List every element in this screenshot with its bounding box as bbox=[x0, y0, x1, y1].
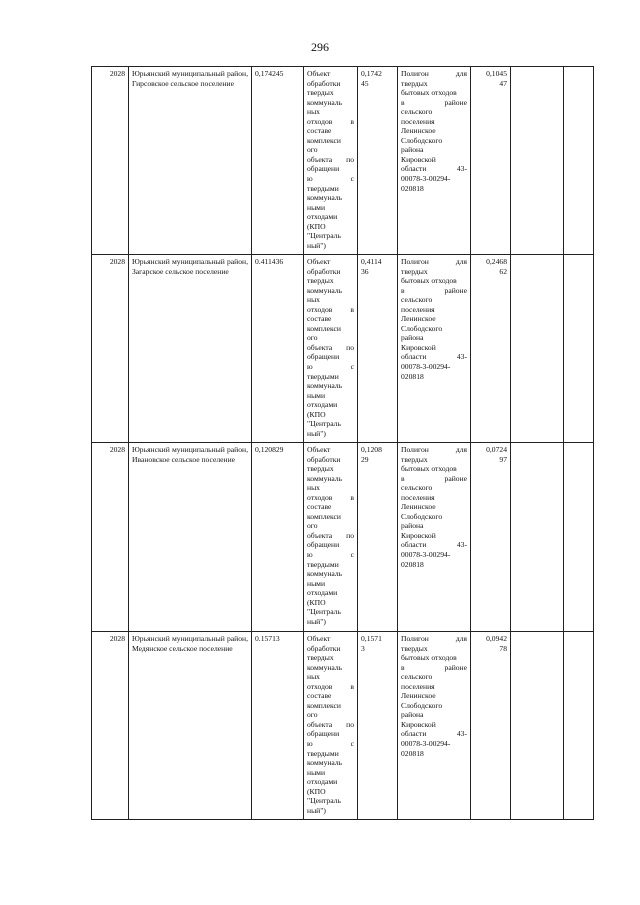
page-number: 296 bbox=[311, 40, 329, 54]
cell-line: составе bbox=[307, 502, 332, 512]
year-cell: 2028 bbox=[92, 255, 129, 443]
cell-line: 45 bbox=[361, 78, 369, 88]
cell-line: бытовых отходов bbox=[401, 653, 457, 663]
cell-line: (КПО bbox=[307, 221, 326, 231]
disposed-mass-cell bbox=[471, 67, 511, 255]
cell-line: "Централь bbox=[307, 607, 341, 617]
facility-cell bbox=[304, 632, 358, 820]
cell-line: ого bbox=[307, 333, 318, 343]
empty-cell bbox=[564, 67, 594, 255]
cell-line: (КПО bbox=[307, 597, 326, 607]
cell-line: ого bbox=[307, 710, 318, 720]
cell-line: 0,0942 bbox=[486, 634, 507, 643]
cell-line: Кировской bbox=[401, 719, 436, 729]
cell-line: коммуналь bbox=[307, 193, 343, 203]
cell-line: твердыми bbox=[307, 371, 339, 381]
cell-line: обработки bbox=[307, 78, 341, 88]
cell-line: Ленинское bbox=[401, 126, 436, 136]
cell-line: ный") bbox=[307, 240, 326, 250]
cell-line: Объект bbox=[307, 634, 331, 643]
cell-line: 020818 bbox=[401, 559, 424, 569]
disposed-mass-cell bbox=[471, 255, 511, 443]
cell-line: твердых bbox=[307, 653, 334, 663]
territory-cell: Юрьянский муниципальный район, Загарское сельское поселение bbox=[129, 255, 252, 443]
cell-line: отходами bbox=[307, 400, 338, 410]
cell-line: Кировской bbox=[401, 154, 436, 164]
cell-line: Ленинское bbox=[401, 502, 436, 512]
cell-line: обработки bbox=[307, 454, 341, 464]
destination-cell bbox=[398, 255, 471, 443]
cell-line: Полигон для bbox=[401, 445, 467, 454]
facility-cell bbox=[304, 67, 358, 255]
cell-line: ю с bbox=[307, 174, 354, 184]
cell-line: Слободского bbox=[401, 135, 443, 145]
cell-line: обработки bbox=[307, 643, 341, 653]
cell-line: объекта по bbox=[307, 342, 354, 352]
cell-line: Кировской bbox=[401, 342, 436, 352]
cell-line: района bbox=[401, 333, 424, 343]
cell-line: обращени bbox=[307, 164, 340, 174]
cell-line: "Централь bbox=[307, 231, 341, 241]
cell-line: Объект bbox=[307, 445, 331, 454]
cell-line: ю с bbox=[307, 550, 354, 560]
year-cell: 2028 bbox=[92, 67, 129, 255]
cell-line: коммуналь bbox=[307, 473, 343, 483]
cell-line: объекта по bbox=[307, 154, 354, 164]
mass-cell: 0.411436 bbox=[252, 255, 304, 443]
cell-line: 78 bbox=[499, 643, 507, 653]
territory-cell: Юрьянский муниципальный район, Ивановское сельское поселение bbox=[129, 443, 252, 632]
cell-line: 47 bbox=[499, 78, 507, 88]
cell-line: Ленинское bbox=[401, 314, 436, 324]
cell-line: 0,1742 bbox=[361, 69, 382, 78]
cell-line: 00078-3-00294- bbox=[401, 550, 451, 560]
cell-line: обращени bbox=[307, 352, 340, 362]
cell-line: ными bbox=[307, 390, 326, 400]
cell-line: ных bbox=[307, 107, 320, 117]
cell-line: отходов в bbox=[307, 304, 354, 314]
cell-line: 62 bbox=[499, 266, 507, 276]
cell-line: комплекси bbox=[307, 135, 341, 145]
cell-line: "Централь bbox=[307, 796, 341, 806]
cell-line: 0,4114 bbox=[361, 257, 382, 266]
cell-line: комплекси bbox=[307, 511, 341, 521]
cell-line: 0,1571 bbox=[361, 634, 382, 643]
cell-line: Слободского bbox=[401, 323, 443, 333]
processed-mass-cell bbox=[358, 443, 398, 632]
cell-line: области 43- bbox=[401, 540, 467, 550]
cell-line: области 43- bbox=[401, 164, 467, 174]
cell-line: обращени bbox=[307, 729, 340, 739]
cell-line: Слободского bbox=[401, 511, 443, 521]
cell-line: ный") bbox=[307, 428, 326, 438]
cell-line: 0,1208 bbox=[361, 445, 382, 454]
processed-mass-cell bbox=[358, 67, 398, 255]
cell-line: ого bbox=[307, 521, 318, 531]
cell-line: составе bbox=[307, 126, 332, 136]
cell-line: 97 bbox=[499, 454, 507, 464]
cell-line: обращени bbox=[307, 540, 340, 550]
facility-cell bbox=[304, 255, 358, 443]
cell-line: твердых bbox=[401, 643, 428, 653]
empty-cell bbox=[511, 443, 564, 632]
cell-line: ных bbox=[307, 672, 320, 682]
cell-line: отходов в bbox=[307, 681, 354, 691]
cell-line: (КПО bbox=[307, 786, 326, 796]
cell-line: 0,0724 bbox=[486, 445, 507, 454]
cell-line: объекта по bbox=[307, 719, 354, 729]
cell-line: 00078-3-00294- bbox=[401, 739, 451, 749]
cell-line: комплекси bbox=[307, 323, 341, 333]
cell-line: района bbox=[401, 521, 424, 531]
cell-line: "Централь bbox=[307, 419, 341, 429]
cell-line: поселения bbox=[401, 681, 435, 691]
cell-line: в районе bbox=[401, 473, 467, 483]
empty-cell bbox=[564, 255, 594, 443]
cell-line: коммуналь bbox=[307, 285, 343, 295]
cell-line: Слободского bbox=[401, 700, 443, 710]
table-row bbox=[92, 632, 594, 820]
cell-line: коммуналь bbox=[307, 569, 343, 579]
facility-cell bbox=[304, 443, 358, 632]
cell-line: Ленинское bbox=[401, 691, 436, 701]
cell-line: в районе bbox=[401, 285, 467, 295]
cell-line: Объект bbox=[307, 257, 331, 266]
cell-line: Полигон для bbox=[401, 634, 467, 643]
destination-cell bbox=[398, 632, 471, 820]
cell-line: 020818 bbox=[401, 371, 424, 381]
cell-line: Объект bbox=[307, 69, 331, 78]
cell-line: коммуналь bbox=[307, 381, 343, 391]
cell-line: отходами bbox=[307, 212, 338, 222]
cell-line: ных bbox=[307, 295, 320, 305]
cell-line: твердых bbox=[307, 276, 334, 286]
cell-line: составе bbox=[307, 691, 332, 701]
cell-line: твердых bbox=[307, 464, 334, 474]
cell-line: твердыми bbox=[307, 183, 339, 193]
cell-line: отходов в bbox=[307, 492, 354, 502]
cell-line: твердых bbox=[401, 78, 428, 88]
cell-line: отходами bbox=[307, 588, 338, 598]
mass-cell: 0,120829 bbox=[252, 443, 304, 632]
cell-line: сельского bbox=[401, 672, 433, 682]
cell-line: обработки bbox=[307, 266, 341, 276]
territory-cell: Юрьянский муниципальный район, Медянское сельское поселение bbox=[129, 632, 252, 820]
cell-line: ю с bbox=[307, 739, 354, 749]
cell-line: района bbox=[401, 145, 424, 155]
cell-line: Полигон для bbox=[401, 257, 467, 266]
cell-line: сельского bbox=[401, 483, 433, 493]
waste-flow-table bbox=[91, 66, 594, 820]
mass-cell: 0,174245 bbox=[252, 67, 304, 255]
cell-line: ными bbox=[307, 202, 326, 212]
table-row bbox=[92, 443, 594, 632]
cell-line: твердых bbox=[401, 266, 428, 276]
cell-line: в районе bbox=[401, 97, 467, 107]
cell-line: коммуналь bbox=[307, 97, 343, 107]
cell-line: бытовых отходов bbox=[401, 88, 457, 98]
cell-line: 0,2468 bbox=[486, 257, 507, 266]
cell-line: ными bbox=[307, 578, 326, 588]
cell-line: 3 bbox=[361, 643, 365, 653]
cell-line: сельского bbox=[401, 107, 433, 117]
cell-line: 020818 bbox=[401, 183, 424, 193]
cell-line: района bbox=[401, 710, 424, 720]
cell-line: твердыми bbox=[307, 559, 339, 569]
cell-line: сельского bbox=[401, 295, 433, 305]
cell-line: области 43- bbox=[401, 352, 467, 362]
cell-line: твердыми bbox=[307, 748, 339, 758]
cell-line: 020818 bbox=[401, 748, 424, 758]
table-row bbox=[92, 67, 594, 255]
cell-line: ный") bbox=[307, 805, 326, 815]
cell-line: бытовых отходов bbox=[401, 464, 457, 474]
cell-line: бытовых отходов bbox=[401, 276, 457, 286]
cell-line: 36 bbox=[361, 266, 369, 276]
cell-line: области 43- bbox=[401, 729, 467, 739]
cell-line: ю с bbox=[307, 362, 354, 372]
table-row bbox=[92, 255, 594, 443]
empty-cell bbox=[511, 632, 564, 820]
cell-line: отходов в bbox=[307, 116, 354, 126]
cell-line: коммуналь bbox=[307, 662, 343, 672]
territory-cell: Юрьянский муниципальный район, Гирсовское сельское поселение bbox=[129, 67, 252, 255]
empty-cell bbox=[511, 67, 564, 255]
cell-line: 0,1045 bbox=[486, 69, 507, 78]
cell-line: отходами bbox=[307, 777, 338, 787]
cell-line: поселения bbox=[401, 304, 435, 314]
cell-line: твердых bbox=[307, 88, 334, 98]
cell-line: ными bbox=[307, 767, 326, 777]
empty-cell bbox=[511, 255, 564, 443]
cell-line: ный") bbox=[307, 616, 326, 626]
empty-cell bbox=[564, 632, 594, 820]
disposed-mass-cell bbox=[471, 632, 511, 820]
cell-line: (КПО bbox=[307, 409, 326, 419]
mass-cell: 0.15713 bbox=[252, 632, 304, 820]
cell-line: ных bbox=[307, 483, 320, 493]
processed-mass-cell bbox=[358, 255, 398, 443]
cell-line: 00078-3-00294- bbox=[401, 174, 451, 184]
destination-cell bbox=[398, 67, 471, 255]
cell-line: поселения bbox=[401, 492, 435, 502]
processed-mass-cell bbox=[358, 632, 398, 820]
destination-cell bbox=[398, 443, 471, 632]
cell-line: Кировской bbox=[401, 530, 436, 540]
cell-line: 00078-3-00294- bbox=[401, 362, 451, 372]
cell-line: объекта по bbox=[307, 530, 354, 540]
cell-line: Полигон для bbox=[401, 69, 467, 78]
cell-line: поселения bbox=[401, 116, 435, 126]
cell-line: ого bbox=[307, 145, 318, 155]
cell-line: в районе bbox=[401, 662, 467, 672]
empty-cell bbox=[564, 443, 594, 632]
cell-line: 29 bbox=[361, 454, 369, 464]
year-cell: 2028 bbox=[92, 632, 129, 820]
cell-line: составе bbox=[307, 314, 332, 324]
cell-line: коммуналь bbox=[307, 758, 343, 768]
year-cell: 2028 bbox=[92, 443, 129, 632]
cell-line: комплекси bbox=[307, 700, 341, 710]
cell-line: твердых bbox=[401, 454, 428, 464]
disposed-mass-cell bbox=[471, 443, 511, 632]
